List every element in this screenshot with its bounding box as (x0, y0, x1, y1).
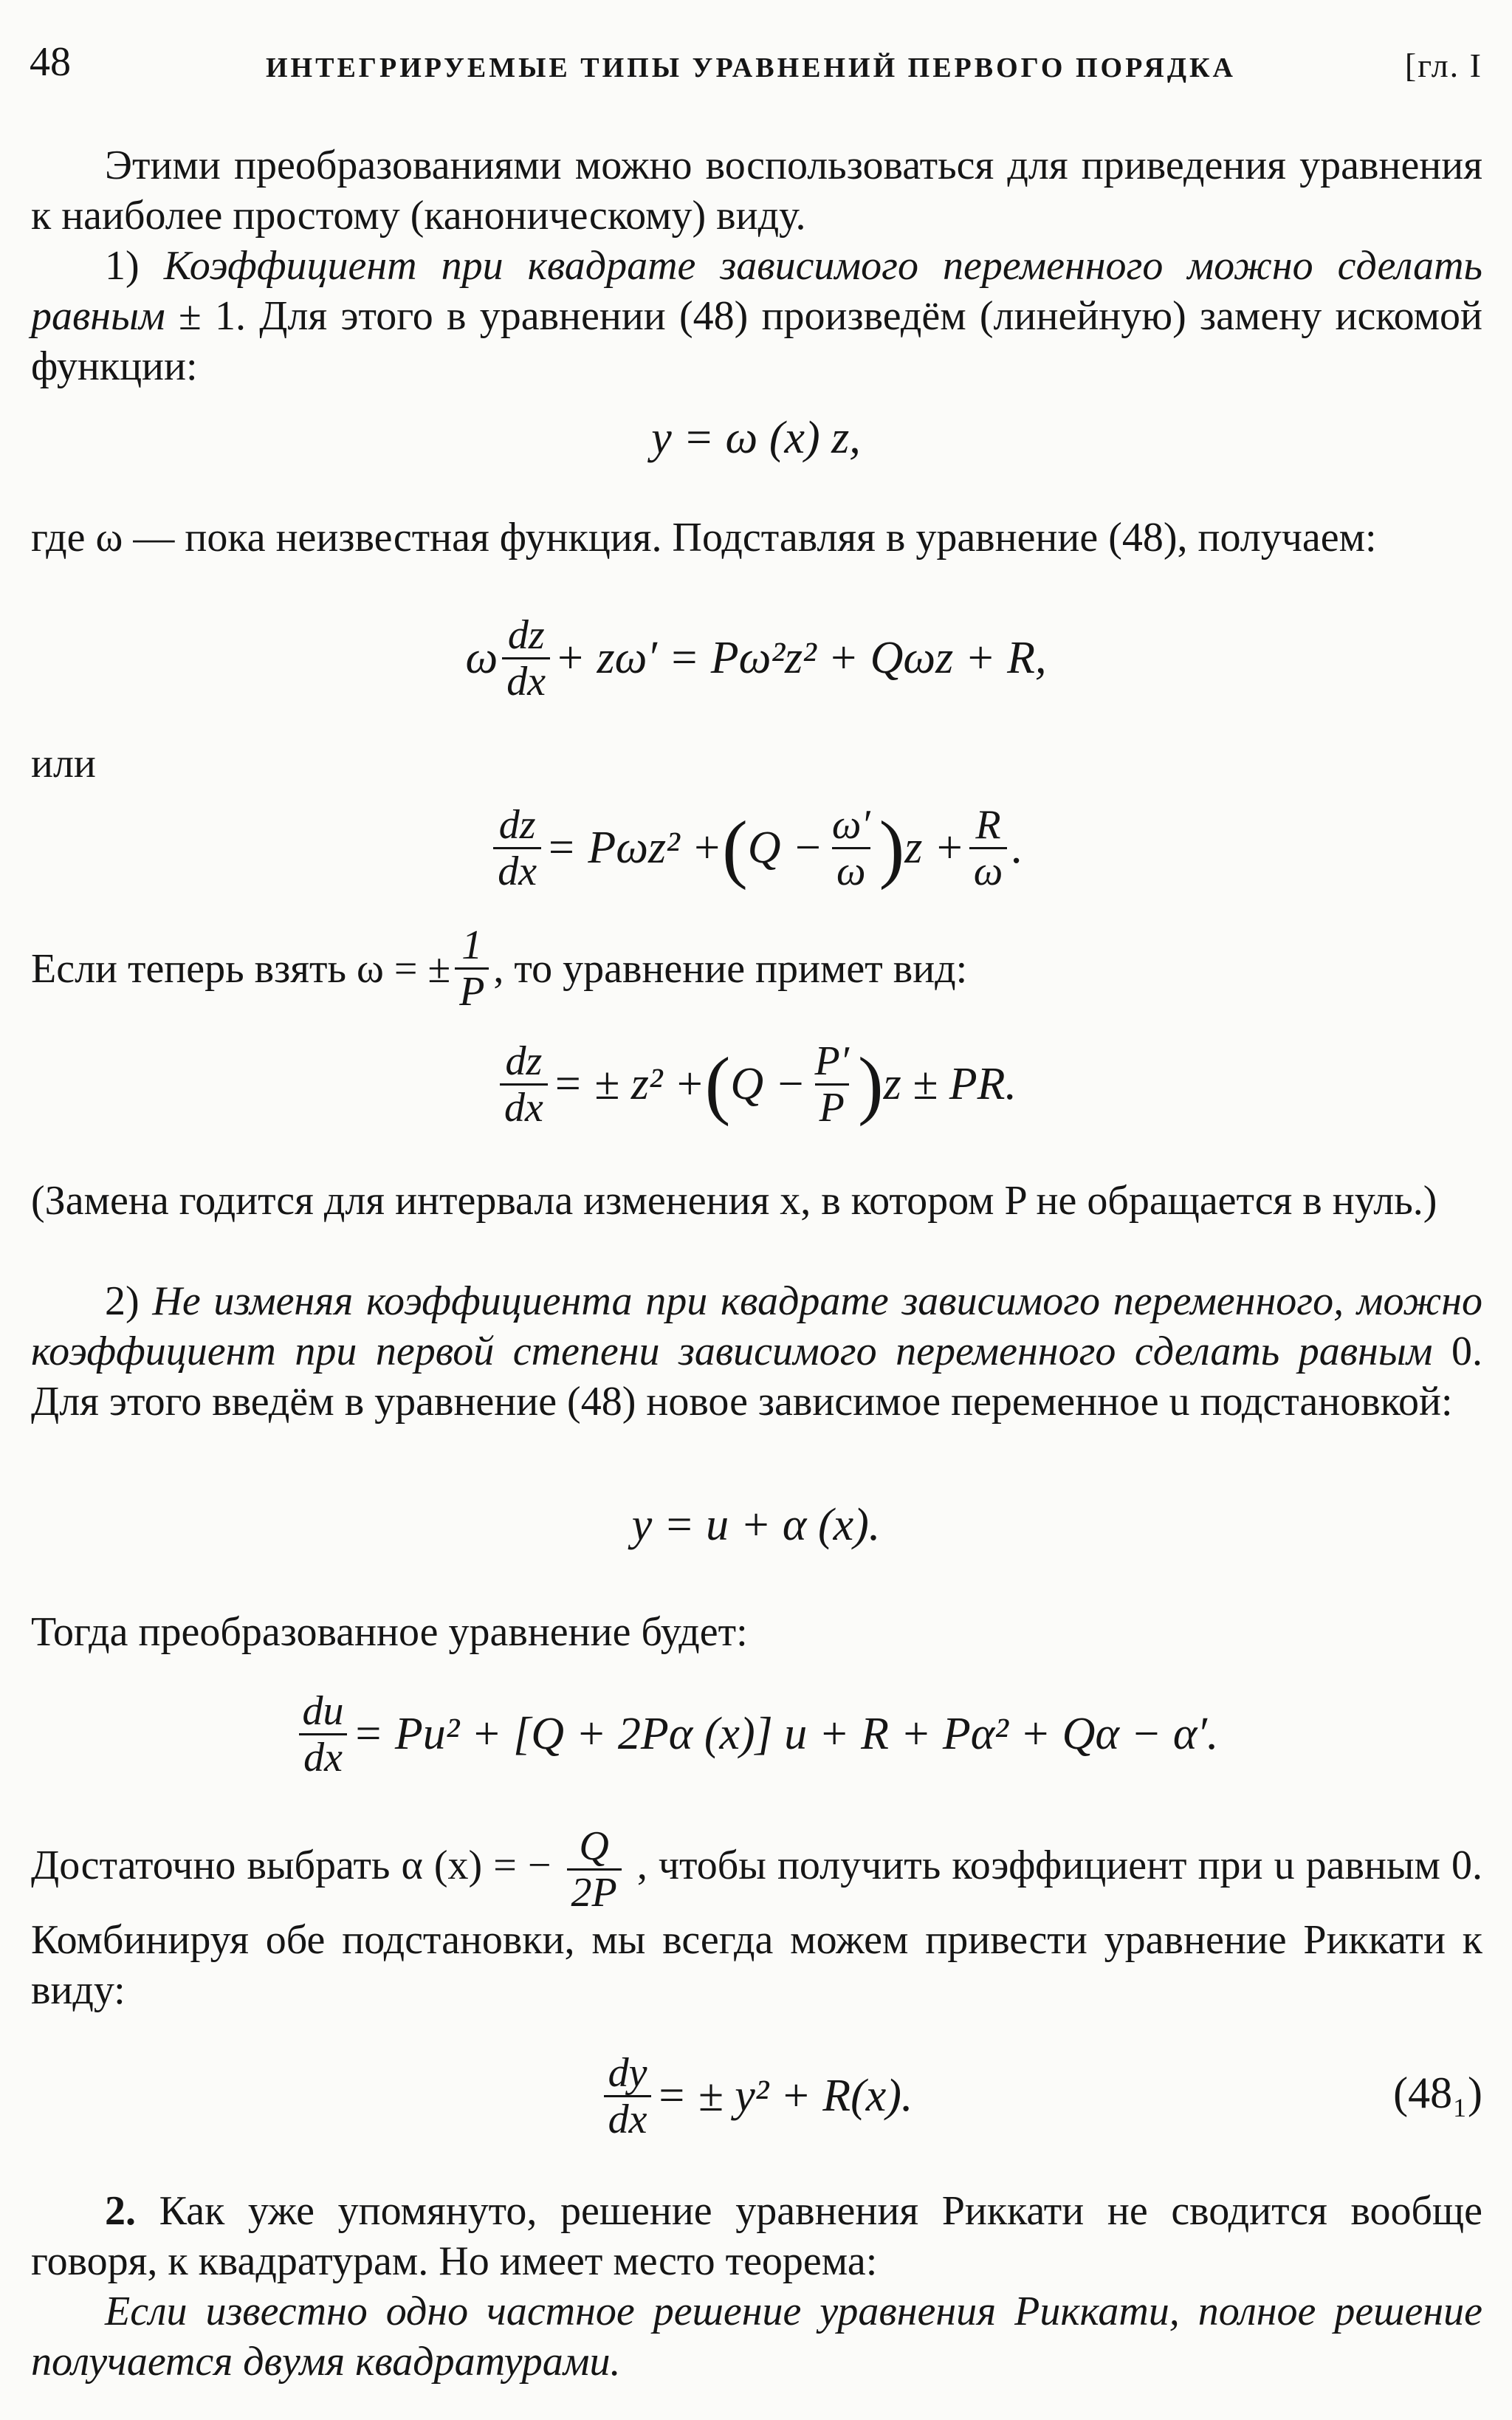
item-2-text: 0. Для этого введём в уравнение (48) новое зависимое переменное u подстановкой: (31, 1329, 1482, 1425)
eq4-end: z ± PR. (883, 1059, 1017, 1109)
item-2-number: 2) (105, 1278, 140, 1324)
section-2-number: 2. (105, 2188, 136, 2234)
eq6-lhs-fraction: $\frac{du}{dx}$ (298, 1689, 348, 1780)
equation-number: (48₁) (1393, 2068, 1482, 2117)
item-2-italic: Не изменяя коэффициента при квадрате зависимого переменного, можно коэффициент при первой степени зависимого переменного сделать равным (31, 1278, 1482, 1374)
eq3-omega-fraction: $\frac{\omega'}{\omega}$ (831, 802, 870, 894)
item-1-number: 1) (105, 243, 140, 289)
equation-omega (0, 613, 1512, 704)
eq3-period: . (1011, 823, 1023, 873)
eq3-term1: = Pωz² + (546, 823, 723, 873)
eq3-r-fraction: $\frac{R}{\omega}$ (969, 803, 1008, 894)
eq6-rhs: = Pu² + [Q + 2Pα (x)] u + R + Pα² + Qα − α′. (352, 1709, 1219, 1759)
paragraph-substituting: где ω — пока неизвестная функция. Подставляя в уравнение (48), получаем: (31, 515, 1377, 561)
eq2-rhs: + zω′ = Pω²z² + Qωz + R, (554, 633, 1047, 683)
eq3-lhs-fraction: $\frac{dz}{dx}$ (493, 803, 541, 894)
paragraph-item-2 (31, 1276, 1482, 1427)
running-head: ИНТЕГРИРУЕМЫЕ ТИПЫ УРАВНЕНИЙ ПЕРВОГО ПОРЯДКА (266, 52, 1236, 83)
eq7-rhs: = ± y² + R(x). (656, 2071, 913, 2121)
paragraph-choose-alpha (31, 1824, 1482, 2015)
eq4-open-paren: ( (704, 1041, 731, 1127)
eq3-z-term: z + (904, 823, 965, 873)
paragraph-or: или (31, 741, 96, 786)
equation-dz-dx (0, 798, 1512, 894)
eq7-lhs-fraction: $\frac{dy}{dx}$ (604, 2051, 652, 2142)
paragraph-theorem: Если известно одно частное решение уравнения Риккати, полное решение получается двумя квадратурами. (31, 2289, 1482, 2385)
chapter-label: [гл. I (1404, 47, 1482, 84)
paragraph-note: (Замена годится для интервала изменения x, в котором P не обращается в нуль.) (31, 1178, 1437, 1224)
equation-shift: y = u + α (x). (631, 1500, 881, 1550)
equation-du-dx (0, 1684, 1512, 1780)
section-2-text: Как уже упомянуто, решение уравнения Риккати не сводится вообще говоря, к квадратурам. Но имеет место теорема: (31, 2188, 1482, 2284)
equation-riccati-canonical (0, 2046, 1512, 2142)
eq2-fraction: $\frac{dz}{dx}$ (502, 613, 550, 704)
eq4-lhs-fraction: $\frac{dz}{dx}$ (500, 1039, 548, 1130)
p5-text: Если теперь взять ω = ± (31, 945, 451, 992)
p9-text: Достаточно выбрать α (x) = − (31, 1843, 551, 1889)
p9-text-end: , чтобы получить коэффициент при u равным 0. Комбинируя обе подстановки, мы всегда можем привести уравнение Риккати к виду: (31, 1843, 1483, 2013)
eq4-close-paren: ) (857, 1041, 884, 1127)
p9-fraction: $\frac{Q}{2P}$ (567, 1824, 622, 1915)
paragraph-item-1 (31, 241, 1482, 391)
eq4-q: Q − (730, 1059, 806, 1109)
item-1-text: ± 1. Для этого в уравнении (48) произведём (линейную) замену искомой функции: (31, 293, 1482, 389)
eq3-q: Q − (747, 823, 823, 873)
eq4-p-fraction: $\frac{P'}{P}$ (814, 1038, 849, 1131)
eq3-close-paren: ) (879, 805, 905, 891)
page-header (30, 38, 1482, 90)
item-1-italic: Коэффициент при квадрате зависимого переменного можно сделать равным (31, 243, 1483, 339)
equation-canonical-1 (0, 1034, 1512, 1130)
paragraph-intro: Этими преобразованиями можно воспользоваться для приведения уравнения к наиболее простому (каноническому) виду. (31, 143, 1482, 239)
eq4-term1: = ± z² + (551, 1059, 705, 1109)
paragraph-section-2 (31, 2186, 1482, 2286)
eq2-omega: ω (465, 633, 498, 683)
paragraph-if-take (31, 923, 1482, 1014)
paragraph-then: Тогда преобразованное уравнение будет: (31, 1609, 748, 1655)
eq3-open-paren: ( (722, 805, 748, 891)
page-number: 48 (30, 39, 71, 85)
p5-text-end: , то уравнение примет вид: (493, 945, 968, 992)
p5-fraction: $\frac{1}{P}$ (455, 923, 489, 1014)
equation-substitution: y = ω (x) z, (651, 413, 861, 463)
